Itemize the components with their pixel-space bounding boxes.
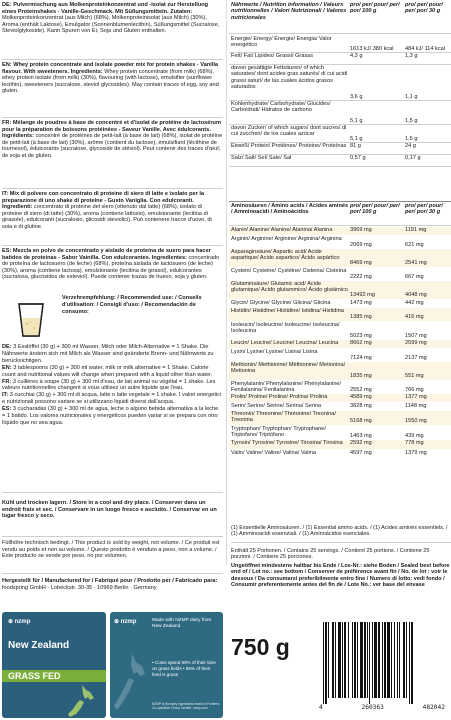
badge-title: New Zealand bbox=[8, 640, 70, 651]
value-per-30g: 416 mg bbox=[405, 314, 424, 320]
value-per-30g: 2137 mg bbox=[405, 354, 427, 361]
column-divider bbox=[226, 0, 227, 565]
divider bbox=[2, 188, 223, 189]
nutrition-header: Nährwerte / Nutrition information / Valeurs nutritionnelles / Valori Nutrizionali / Valores nutricionales bbox=[231, 2, 347, 21]
amino-acid-name: Tyrosin/ Tyrosine/ Tyrosine/ Tirosina/ Tirosina bbox=[231, 440, 343, 446]
value-per-100g: 3,6 g bbox=[350, 94, 363, 100]
barcode-digit-group: 482042 bbox=[422, 704, 445, 711]
barcode-bar bbox=[352, 622, 353, 698]
amino-acid-name: Histidin/ Histidine/ Histidine/ Istidina/ Histidina bbox=[231, 308, 344, 314]
amino-row bbox=[229, 308, 451, 321]
barcode-bar bbox=[342, 622, 343, 698]
amino-row bbox=[229, 349, 451, 362]
value-per-100g: 1385 mg bbox=[350, 314, 372, 320]
nutrition-row bbox=[229, 125, 451, 143]
nutrient-name: davon Zucker/ of which sugars/ dont sucres/ di cui zuccheri/ de los cuales azúcar bbox=[231, 125, 347, 138]
value-per-30g: 2599 mg bbox=[405, 340, 427, 346]
barcode-bar bbox=[403, 622, 405, 698]
amino-row bbox=[229, 411, 451, 425]
value-per-100g: 2222 mg bbox=[350, 273, 372, 280]
best-before-text: Ungeöffnet mindestens haltbar bis Ende / Los-Nr.: siehe Boden / Sealed best before end of / Lot no.: see bottom / Conserver de préférence avant fin / No. de lot : voir le dessous / Da consumarsi preferibilmente entro fine / Numero di lotto: vedi fondo / Consumir preferentemente antes del fin de / Lote No.: ver base del envase bbox=[231, 563, 450, 588]
lang-tag: DE: bbox=[2, 344, 12, 350]
value-per-30g: 551 mg bbox=[405, 373, 424, 379]
grass-fed-label: GRASS FED bbox=[2, 670, 106, 682]
ingredients-es bbox=[2, 248, 223, 292]
shaker-glass-icon bbox=[12, 300, 50, 338]
value-per-100g: 0,57 g bbox=[350, 155, 366, 161]
amino-acid-name: Methionin/ Methionine/ Méthionine/ Metionina/ Metionina bbox=[231, 362, 346, 375]
product-description: Pulvermischung aus Molkenproteinkonzentrat und -isolat zur Herstellung eines Proteinshakes - Vanille-Geschmack. Mit Süßungsmitteln. bbox=[2, 2, 209, 15]
value-per-30g: 4048 mg bbox=[405, 292, 427, 298]
value-per-30g: 778 mg bbox=[405, 440, 424, 446]
value-per-100g: 2592 mg bbox=[350, 440, 372, 446]
amino-header-row bbox=[229, 203, 451, 223]
value-per-30g: 621 mg bbox=[405, 241, 424, 248]
per-30g-header: pro/ per/ pour/ per/ por/ 30 g bbox=[405, 203, 443, 216]
nz-grass-fed-badge bbox=[2, 612, 106, 718]
amino-header: Aminosäuren / Amino acids / Acides aminés / Amminoacidi / Aminoácidos bbox=[231, 203, 349, 216]
amino-row bbox=[229, 440, 451, 449]
value-per-100g: 2552 mg bbox=[350, 386, 372, 393]
recommended-use-label: Verzehrempfehlung: / Recommended use: / Conseils d'utilisation: / Consigli d'uso: / Recomendación de consumo: bbox=[62, 295, 202, 315]
barcode-bar bbox=[338, 622, 341, 698]
lang-tag: IT: bbox=[2, 392, 9, 399]
value-per-30g: 1550 mg bbox=[405, 418, 427, 424]
usage-en: 3 tablespoons (30 g) + 300 ml water, milk or milk alternative = 1 Shake. Calorie count and nutritional values will change when prepared with a liquid other than water. bbox=[2, 364, 213, 378]
barcode-bar bbox=[382, 622, 383, 698]
storage-text: Kühl und trocken lagern. / Store in a cool and dry place. / Conserver dans un endroit frais et sec. / Conservare in un luogo fresco e asciutto. / Conservar en un lugar fresco y seco. bbox=[2, 500, 217, 519]
manufacturer-label: Hergestellt für / Manufactured for / Fabriqué pour / Prodotto per / Fabricado para: bbox=[2, 578, 218, 584]
value-per-30g: 1,1 g bbox=[405, 94, 418, 100]
usage-es: 3 cucharadas (30 g) + 300 ml de agua, leche o alguno bebida alternativa a la leche = 1 batido. Los valores nutricionales y energéticos pueden variar si se prepara con otro líquido que no sea agua. bbox=[2, 406, 219, 426]
nzmp-dairy-badge bbox=[110, 612, 223, 718]
barcode bbox=[313, 622, 451, 714]
nutrient-name: Fett/ Fat/ Lipides/ Grassi/ Grasas bbox=[231, 53, 314, 59]
ingredients-text: concentrato di proteine del siero (ottenuto dal latte) (68%), isolato di proteine di siero (di latte) (30%), aroma (contiene lattosio), emulsionante (lecitina di girasole), edulcoranti (sucralosio, glicosidi steviolici). Può contenere tracce d'uovo, di soia e di glutine. bbox=[2, 204, 212, 230]
barcode-bar bbox=[325, 622, 327, 704]
barcode-bar bbox=[335, 622, 336, 698]
per-30g-header: pro/ per/ pour/ per/ por/ 30 g bbox=[405, 2, 443, 15]
amino-acid-name: Cystein/ Cysteine/ Cystéine/ Cisteina/ Cisteína bbox=[231, 267, 347, 274]
nutrient-name: Energie/ Energy/ Énergie/ Energia/ Valor energético bbox=[231, 36, 332, 49]
divider bbox=[2, 117, 223, 118]
fill-text: Füllhöhe technisch bedingt. / This product is sold by weight, not volume. / Ce produit est vendu au poids et non au volume. / Questo prodotto è venduto a peso, non a volume. / Este producto se vende por peso, no por volumen. bbox=[2, 540, 220, 559]
amino-acid-name: Isoleucin/ Isoleucine/ Isoleucine/ Isoleucina/ Isoleucina bbox=[231, 321, 340, 334]
barcode-bar bbox=[397, 622, 398, 698]
value-per-100g: 8469 mg bbox=[350, 260, 372, 266]
net-weight: 750 g bbox=[231, 634, 290, 660]
new-zealand-map-icon bbox=[112, 652, 148, 716]
manufacturer-address: foodspring GmbH · Lobeckstr. 30-35 · 10969 Berlin · Germany bbox=[2, 584, 157, 591]
nzmp-logo-text: nzmp bbox=[120, 619, 137, 625]
divider bbox=[229, 225, 451, 226]
nutrient-name: Eiweiß/ Protein/ Protéines/ Proteine/ Proteínas bbox=[231, 143, 347, 149]
value-per-30g: 1379 mg bbox=[405, 449, 427, 456]
nutrient-name: Kohlenhydrate/ Carbohydrate/ Glucides/ Carboidrati/ Hidratos de carbono bbox=[231, 101, 331, 114]
badge-facts: • Cows spend 90% of their time on grass fields • 85% of their feed is grass bbox=[152, 660, 216, 677]
value-per-30g: 0,17 g bbox=[405, 155, 421, 161]
nzmp-logo: ⊕ nzmp bbox=[114, 619, 137, 625]
amino-acid-name: Arginin/ Arginine/ Arginine/ Arginina/ Arginina bbox=[231, 235, 342, 242]
nutrient-name: davon gesättigte Fettsäuren/ of which saturates/ dont acides gras saturés/ di cui acidi grassi saturi/ de las cuales ácidos grasos saturados bbox=[231, 65, 348, 90]
ingredients-text: Molkenproteinkonzentrat (aus Milch) (68%), Molkenproteinisolat (aus Milch) (30%), Aroma (enthält Laktose), Emulgator (Sonnenblumenlecithin), Süßungsmittel (Sucralose, Steviolglykoside). Kann Spuren von Ei, Soja und Gluten enthalten. bbox=[2, 15, 220, 34]
value-per-30g: 766 mg bbox=[405, 386, 424, 393]
amino-acid-name: Glutaminsäure/ Glutamic acid/ Acide glutamique/ Acido glutammico/ Ácido glutámico bbox=[231, 281, 348, 294]
lang-tag: ES: bbox=[2, 406, 12, 413]
value-per-30g: 2541 mg bbox=[405, 260, 427, 266]
nutrition-row bbox=[229, 36, 451, 53]
barcode-bar bbox=[394, 622, 395, 698]
amino-row bbox=[229, 322, 451, 340]
barcode-bar bbox=[364, 622, 366, 698]
value-per-100g: 8662 mg bbox=[350, 340, 372, 346]
amino-row bbox=[229, 381, 451, 394]
value-per-30g: 442 mg bbox=[405, 299, 424, 306]
amino-acid-name: Asparaginsäure/ Aspartic acid/ Acide aspartique/ Acido aspartico/ Ácido aspártico bbox=[231, 249, 340, 262]
product-description: Mix di polvere con concentrato di proteine di siero di latte e isolato per la preparazione di uno shake di proteine - Gusto Vaniglia. Con edulcoranti. bbox=[2, 191, 205, 204]
amino-row bbox=[229, 340, 451, 348]
barcode-bar bbox=[406, 622, 407, 698]
ingredients-label: Ingredients: bbox=[70, 68, 103, 75]
barcode-bar bbox=[384, 622, 386, 698]
barcode-digit-group: 4 bbox=[319, 704, 323, 711]
value-per-100g: 13492 mg bbox=[350, 292, 375, 298]
lang-tag: EN: bbox=[2, 364, 12, 371]
value-per-100g: 5168 mg bbox=[350, 418, 372, 424]
amino-acid-name: Valin/ Valine/ Valine/ Valina/ Valina bbox=[231, 449, 316, 456]
usage-fr: 3 cuillères à soupe (30 g) + 300 ml d'eau, de lait animal ou végétal = 1 shake. Les valeurs nutritionnelles changent si vous utilisez un autre liquide que l'eau. bbox=[2, 378, 216, 392]
divider bbox=[2, 573, 223, 574]
storage-note bbox=[2, 500, 223, 534]
barcode-digits bbox=[313, 704, 451, 711]
badge-description: Made with NZMP dairy from New Zealand. bbox=[152, 618, 212, 629]
servings-text: Enthält 25 Portionen. / Contains 25 servings. / Contient 25 portions. / Contiene 25 porzioni. / Contiene 25 porciones. bbox=[231, 548, 430, 561]
barcode-bar bbox=[409, 622, 410, 704]
ingredients-label: Zutaten: bbox=[170, 8, 193, 15]
lang-tag: FR: bbox=[2, 120, 12, 126]
amino-row bbox=[229, 281, 451, 299]
amino-acid-name: Threonin/ Threonine/ Thréonine/ Treonina/ Treonina bbox=[231, 411, 336, 424]
value-per-100g: 81 g bbox=[350, 143, 361, 149]
value-per-100g: 3828 mg bbox=[350, 402, 372, 409]
amino-acid-name: Leucin/ Leucine/ Leucine/ Leucina/ Leucina bbox=[231, 340, 339, 346]
barcode-bar bbox=[378, 622, 380, 698]
amino-acid-name: Phenylalanin/ Phenylalanine/ Phénylalanine/ Fenilalanina/ Fenilalanina bbox=[231, 380, 342, 393]
amino-row bbox=[229, 394, 451, 402]
value-per-100g: 5023 mg bbox=[350, 332, 372, 339]
value-per-30g: 484 kJ/ 114 kcal bbox=[405, 46, 446, 52]
value-per-30g: 24 g bbox=[405, 143, 416, 149]
nzmp-logo-text: nzmp bbox=[14, 619, 31, 625]
lang-tag: FR: bbox=[2, 378, 12, 385]
amino-row bbox=[229, 450, 451, 459]
value-per-100g: 4597 mg bbox=[350, 449, 372, 456]
ingredients-column bbox=[0, 0, 223, 720]
amino-row bbox=[229, 268, 451, 281]
value-per-100g: 1613 kJ/ 380 kcal bbox=[350, 46, 394, 52]
barcode-bar bbox=[399, 622, 400, 698]
value-per-30g: 1148 mg bbox=[405, 402, 427, 409]
amino-row bbox=[229, 236, 451, 249]
value-per-30g: 667 mg bbox=[405, 273, 424, 280]
nutrition-row bbox=[229, 65, 451, 101]
per-100g-header: pro/ per/ pour/ per/ por/ 100 g bbox=[350, 2, 400, 15]
amino-row bbox=[229, 249, 451, 267]
nzmp-logo: ⊕ nzmp bbox=[8, 619, 31, 625]
lang-tag: ES: bbox=[2, 248, 12, 254]
product-description: Mélange de poudres à base de concentré et d'isolat de protéine de lactosérum pour la préparation de boissons protéinées - Saveur Vanille. Avec édulcorants. bbox=[2, 120, 221, 133]
barcode-bar bbox=[323, 622, 324, 704]
barcode-bar bbox=[332, 622, 334, 698]
nutrient-name: Salz/ Salt/ Sel/ Sale/ Sal bbox=[231, 155, 292, 161]
amino-row bbox=[229, 403, 451, 411]
amino-row bbox=[229, 300, 451, 308]
divider bbox=[2, 245, 223, 246]
barcode-bar bbox=[387, 622, 390, 698]
value-per-30g: 1,3 g bbox=[405, 53, 418, 59]
nutrition-column bbox=[229, 0, 451, 720]
product-description: Mezcla en polvo de concentrado y aislado de proteína de suero para hacer batidos de proteínas - Sabor Vainilla. Con edulcorantes. bbox=[2, 248, 211, 261]
value-per-30g: 1,5 g bbox=[405, 136, 418, 142]
value-per-30g: 1,5 g bbox=[405, 118, 418, 124]
amino-acid-name: Prolin/ Proline/ Proline/ Prolina/ Prolina bbox=[231, 394, 328, 400]
divider bbox=[2, 59, 223, 60]
barcode-bars bbox=[313, 622, 451, 704]
divider bbox=[229, 201, 451, 202]
amino-row bbox=[229, 362, 451, 380]
recommended-use-heading bbox=[62, 295, 222, 316]
amino-acid-name: Serin/ Serine/ Sérine/ Serina/ Serina bbox=[231, 402, 322, 409]
lang-tag: IT: bbox=[2, 191, 9, 197]
amino-acid-name: Alanin/ Alanine/ Alanine/ Alanina/ Alanina bbox=[231, 227, 333, 233]
per-100g-header: pro/ per/ pour/ per/ por/ 100 g bbox=[350, 203, 400, 216]
barcode-bar bbox=[357, 622, 358, 698]
divider bbox=[229, 33, 451, 34]
value-per-100g: 1835 mg bbox=[350, 373, 372, 379]
divider bbox=[231, 542, 451, 543]
value-per-30g: 1507 mg bbox=[405, 332, 427, 339]
nutrition-header-row bbox=[229, 2, 451, 30]
divider bbox=[229, 166, 451, 167]
barcode-digit-group: 260363 bbox=[361, 704, 384, 711]
value-per-100g: 5,1 g bbox=[350, 118, 363, 124]
value-per-30g: 1191 mg bbox=[405, 227, 427, 233]
new-zealand-map-icon bbox=[60, 684, 100, 718]
ingredients-text: Whey protein concentrate (from milk) (68%), whey protein isolate (from milk) (30%), flavouring (with lactose), emulsifier (sunflower lecithin), sweeteners (sucralose, steviol glycosides). May contain traces of egg, soy and gluten. bbox=[2, 68, 219, 94]
ingredients-text: concentrado de proteína de lactosuero (de leche) (68%), proteína aislada de lactosuero (de leche) (30%), aroma (contiene lactosa), emulsionante (lecitina de girasol), edulcorantes (sucralosa, glucósidos de esteviol). Puede contener trazas de huevo, soja y gluten. bbox=[2, 254, 220, 280]
amino-acid-name: Tryptophan/ Tryptophan/ Tryptophane/ Triptofano/ Triptófano bbox=[231, 425, 326, 438]
barcode-bar bbox=[344, 622, 346, 698]
ingredients-en bbox=[2, 62, 223, 114]
value-per-100g: 1473 mg bbox=[350, 299, 372, 306]
barcode-bar bbox=[328, 622, 329, 698]
amino-row bbox=[229, 227, 451, 235]
product-description: Whey protein concentrate and isolate powder mix for protein shakes - Vanilla flavour. With sweeteners. bbox=[2, 62, 219, 75]
ingredients-text: concentré de protéines de petit-lait (à base de lait) (68%), isolat de protéine de petit-lait (à base de lait) (30%), arôme (contient du lactose), émulsifiant (lécithine de tournesol), édulcorants (sucralose, glycoside de stéviol). Peut contenir des traces d'œuf, de soja et de gluten. bbox=[2, 133, 223, 159]
value-per-100g: 2069 mg bbox=[350, 241, 372, 248]
value-per-100g: 5,1 g bbox=[350, 136, 363, 142]
ingredients-label: Ingredientes: bbox=[151, 254, 187, 261]
ingredients-de bbox=[2, 2, 223, 56]
ingredients-label: Ingredienti: bbox=[2, 204, 33, 210]
barcode-bar bbox=[369, 622, 370, 704]
nutrition-row bbox=[229, 101, 451, 125]
value-per-100g: 4,3 g bbox=[350, 53, 363, 59]
usage-de: 3 Esslöffel (30 g) + 300 ml Wasser, Milch oder Milch-Alternative = 1 Shake. Die Nährwerte ändern sich mit Milch als Wasser sind geänderte Brenn- und Nährwerte zu berücksichtigen. bbox=[2, 344, 214, 364]
value-per-100g: 1463 mg bbox=[350, 432, 372, 439]
ingredients-label: Ingrédients: bbox=[2, 133, 35, 139]
value-per-100g: 3969 mg bbox=[350, 227, 372, 233]
manufacturer bbox=[2, 578, 223, 598]
barcode-bar bbox=[367, 622, 368, 698]
barcode-bar bbox=[391, 622, 392, 698]
divider bbox=[2, 536, 223, 537]
value-per-100g: 7124 mg bbox=[350, 354, 372, 361]
barcode-bar bbox=[348, 622, 349, 698]
fill-note bbox=[2, 540, 223, 570]
barcode-bar bbox=[374, 622, 377, 698]
barcode-bar bbox=[360, 622, 363, 698]
lang-tag: EN: bbox=[2, 62, 12, 68]
barcode-bar bbox=[354, 622, 356, 698]
amino-footnote: (1) Essentielle Aminosäuren. / (1) Essential amino acids. / (1) Acides aminés essentiels. / (1) Amminoacidi essenziali. / (1) Aminoácidos esenciales. bbox=[231, 525, 448, 538]
badge-footnote: NZMP is the dairy ingredients brand of Fonterra Co-operative Group Limited. nzmp.com bbox=[152, 702, 220, 710]
lang-tag: DE: bbox=[2, 2, 12, 8]
amino-acid-name: Glycin/ Glycine/ Glycine/ Glicina/ Glicina bbox=[231, 299, 331, 306]
usage-instructions bbox=[2, 344, 223, 470]
divider bbox=[2, 492, 223, 493]
value-per-30g: 1377 mg bbox=[405, 394, 427, 400]
amino-row bbox=[229, 426, 451, 440]
value-per-30g: 439 mg bbox=[405, 432, 424, 439]
preparation-section bbox=[2, 292, 223, 342]
ingredients-fr bbox=[2, 120, 223, 186]
barcode-bar bbox=[372, 622, 373, 698]
barcode-bar bbox=[411, 622, 413, 704]
value-per-100g: 4589 mg bbox=[350, 394, 372, 400]
amino-acid-name: Lysin/ Lysine/ Lysine/ Lisina/ Lisina bbox=[231, 348, 318, 355]
ingredients-it bbox=[2, 191, 223, 243]
usage-it: 3 cucchiai (30 g) + 300 ml di acqua, latte o latte vegetale = 1 shake. I valori energetici e nutrizionali possono variare se si utilizzano liquidi diversi dall'acqua. bbox=[2, 392, 222, 406]
